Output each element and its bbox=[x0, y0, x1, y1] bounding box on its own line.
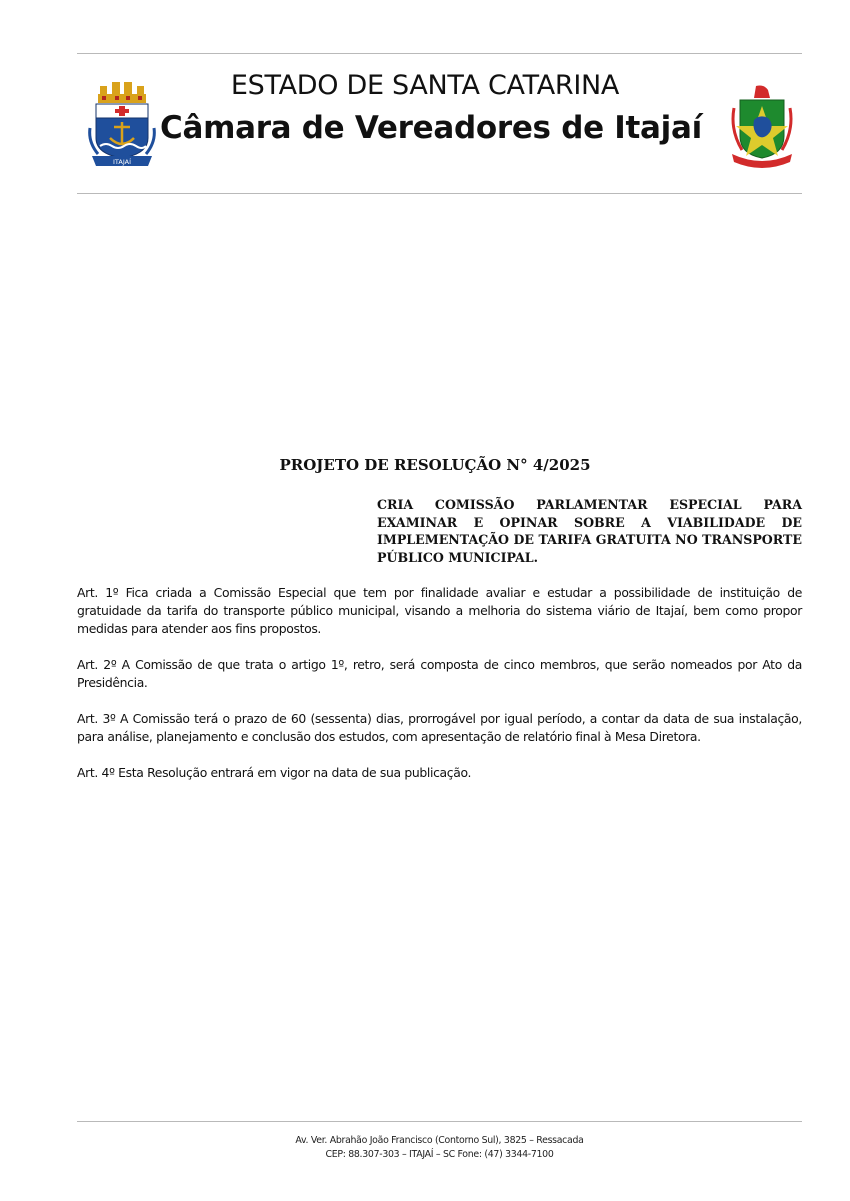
crown-icon bbox=[98, 82, 146, 103]
footer-address: Av. Ver. Abrahão João Francisco (Contorno Sul), 3825 – Ressacada bbox=[295, 1135, 584, 1146]
article-1: Art. 1º Fica criada a Comissão Especial que tem por finalidade avaliar e estudar a possibilidade de instituição de gratuidade da tarifa do transporte público municipal, visando a melhoria do sistema viário de Itajaí, bem como propor medidas para atender aos fins propostos. bbox=[77, 585, 802, 637]
article-3: Art. 3º A Comissão terá o prazo de 60 (sessenta) dias, prorrogável por igual período, a contar da data de sua instalação, para análise, planejamento e conclusão dos estudos, com apresentação de relatório final à Mesa Diretora. bbox=[77, 711, 802, 745]
article-2: Art. 2º A Comissão de que trata o artigo 1º, retro, será composta de cinco membros, que serão nomeados por Ato da Presidência. bbox=[77, 657, 802, 691]
header-bottom-rule bbox=[77, 193, 802, 194]
document-ementa: CRIA COMISSÃO PARLAMENTAR ESPECIAL PARA EXAMINAR E OPINAR SOBRE A VIABILIDADE DE IMPLEMENTAÇÃO DE TARIFA GRATUITA NO TRANSPORTE PÚBLICO MUNICIPAL. bbox=[377, 497, 802, 565]
footer-rule bbox=[77, 1121, 802, 1122]
footer-contact: CEP: 88.307-303 – ITAJAÍ – SC Fone: (47) 3344-7100 bbox=[325, 1149, 554, 1160]
santa-catarina-coat-of-arms-icon bbox=[726, 84, 798, 170]
svg-text:ITAJAÍ: ITAJAÍ bbox=[113, 158, 131, 166]
state-name: ESTADO DE SANTA CATARINA bbox=[230, 70, 620, 101]
article-4: Art. 4º Esta Resolução entrará em vigor na data de sua publicação. bbox=[77, 765, 472, 780]
header-top-rule bbox=[77, 53, 802, 54]
itajai-coat-of-arms-icon bbox=[88, 80, 156, 168]
institution-name: Câmara de Vereadores de Itajaí bbox=[160, 110, 702, 146]
document-title: PROJETO DE RESOLUÇÃO N° 4/2025 bbox=[279, 456, 591, 474]
